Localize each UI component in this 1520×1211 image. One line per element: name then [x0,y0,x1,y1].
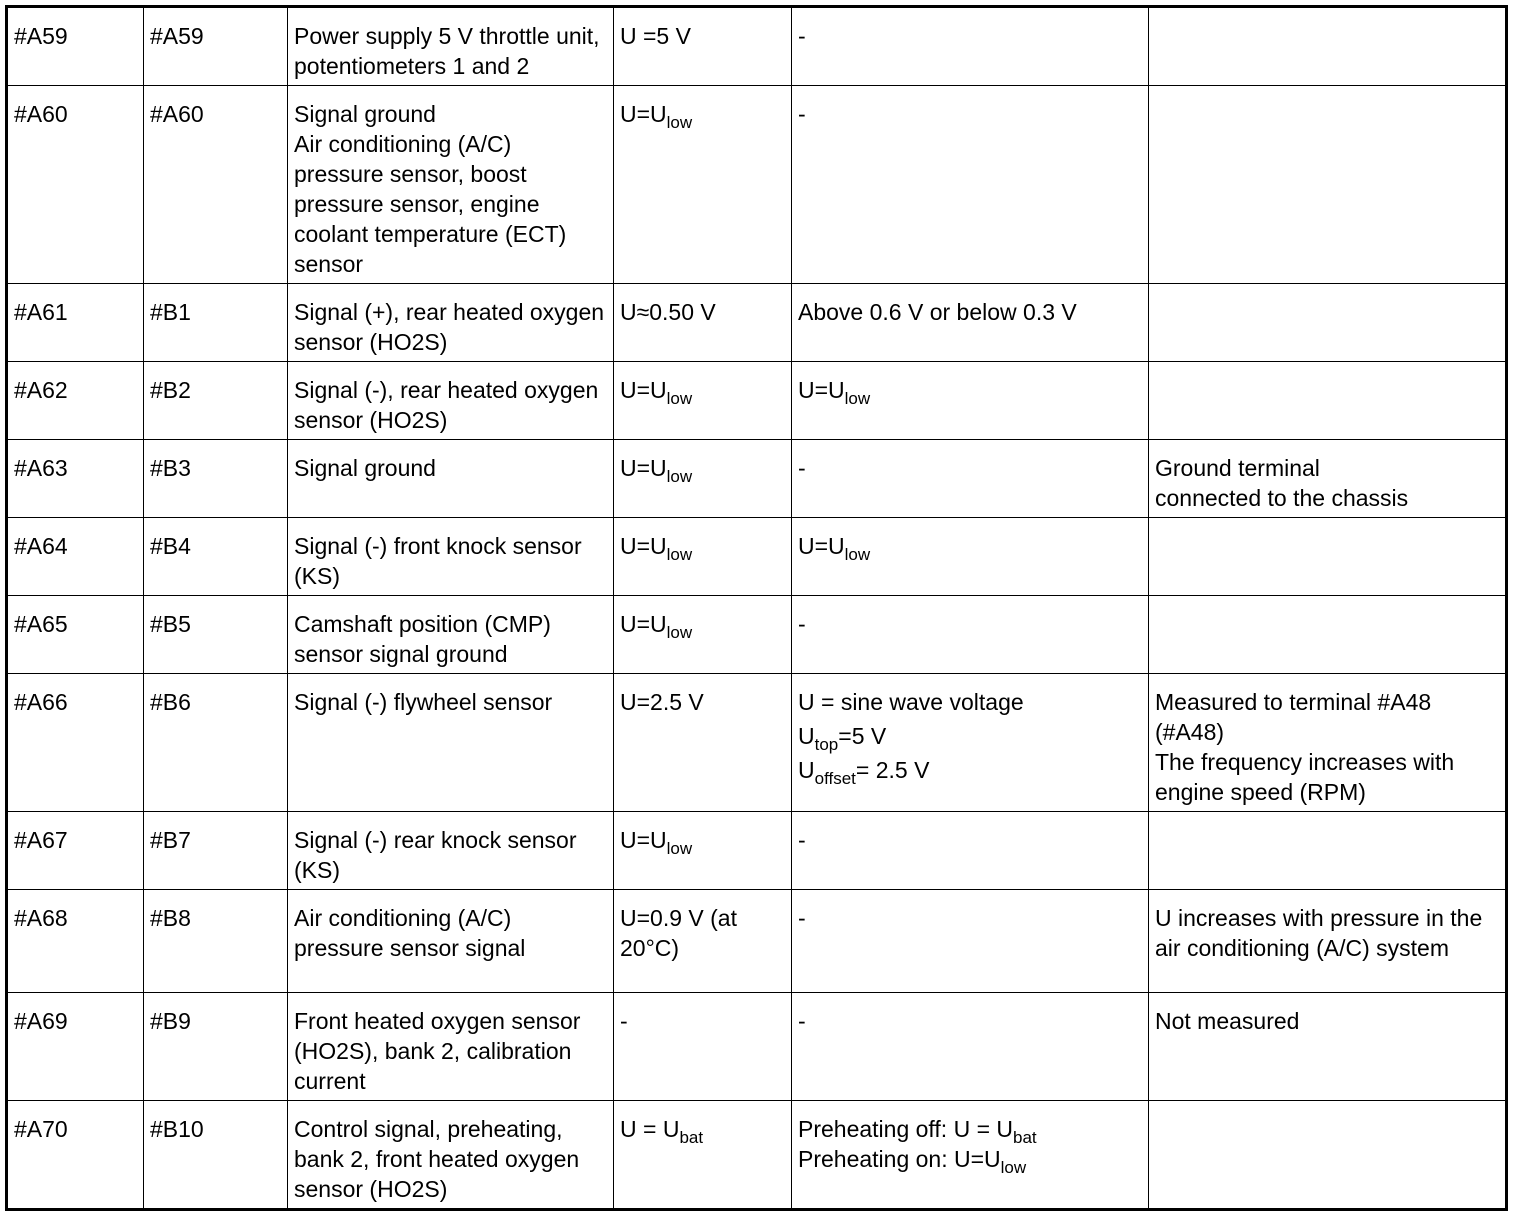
description-cell [288,518,614,596]
value-text: U=U [798,533,845,559]
check-cell [792,7,1149,86]
table-row [7,993,1507,1101]
pin-a-cell: #A61 [7,284,144,362]
subscript-text: low [844,389,871,408]
check-line [798,755,1142,788]
value-text: - [798,1008,806,1034]
table-row [7,890,1507,993]
check-cell [792,518,1149,596]
description-cell [288,362,614,440]
subscript-text: low [666,467,693,486]
subscript-text: top [814,735,839,754]
note-cell [1149,993,1507,1101]
value-text: U≈0.50 V [620,299,716,325]
note-cell-line: The frequency increases with engine speed (RPM) [1155,749,1455,805]
value-text: U=U [620,455,667,481]
check-cell [792,362,1149,440]
subscript-text: offset [814,769,856,788]
check-line [798,1144,1142,1177]
check-line [798,1114,1142,1147]
value-text: Preheating off: U = U [798,1116,1014,1142]
subscript-text: low [666,113,693,132]
description-cell-line: Signal ground [294,455,436,481]
note-cell-line: Measured to terminal #A48 [1155,689,1432,715]
value-cell [614,890,792,993]
pin-b-cell: #B7 [144,812,288,890]
pin-b-cell: #B9 [144,993,288,1101]
description-cell [288,890,614,993]
note-cell [1149,518,1507,596]
table-row [7,518,1507,596]
description-cell-line: Air conditioning (A/C) pressure sensor signal [294,905,526,961]
value-text: U=U [620,101,667,127]
value-cell [614,993,792,1101]
value-cell [614,284,792,362]
description-cell-line: Signal ground [294,101,436,127]
check-line [798,375,1142,408]
table-row [7,7,1507,86]
value-text: U=U [620,377,667,403]
value-cell [614,1101,792,1210]
subscript-text: low [666,839,693,858]
value-text: U=U [620,827,667,853]
pin-a-cell: #A65 [7,596,144,674]
note-cell [1149,7,1507,86]
value-cell [614,812,792,890]
pin-a-cell: #A62 [7,362,144,440]
value-text: U =5 V [620,23,691,49]
check-cell [792,1101,1149,1210]
value-text: U=U [798,377,845,403]
check-line [798,825,1142,855]
note-cell [1149,284,1507,362]
check-cell [792,86,1149,284]
value-cell [614,596,792,674]
description-cell [288,440,614,518]
table-row [7,86,1507,284]
pin-b-cell: #B10 [144,1101,288,1210]
subscript-text: low [844,545,871,564]
check-cell [792,674,1149,812]
description-cell-line: Signal (+), rear heated oxygen sensor (HO2S) [294,299,605,355]
description-cell-line: Signal (-), rear heated oxygen sensor (HO2S) [294,377,599,433]
note-cell [1149,812,1507,890]
subscript-text: low [1000,1158,1027,1177]
pin-a-cell: #A64 [7,518,144,596]
table-row [7,674,1507,812]
subscript-text: low [666,545,693,564]
description-cell-line: Camshaft position (CMP) sensor signal ground [294,611,551,667]
note-cell [1149,596,1507,674]
value-text: - [798,611,806,637]
check-cell [792,890,1149,993]
table-row [7,812,1507,890]
subscript-text: low [666,389,693,408]
value-text: Preheating on: U=U [798,1146,1001,1172]
pin-a-cell: #A68 [7,890,144,993]
note-cell [1149,890,1507,993]
value-text: U=0.9 V (at 20°C) [620,905,737,961]
check-cell [792,440,1149,518]
description-cell-line: Signal (-) flywheel sensor [294,689,553,715]
check-line [798,1006,1142,1036]
check-line [798,903,1142,933]
note-cell [1149,362,1507,440]
pin-a-cell: #A60 [7,86,144,284]
description-cell-line: Signal (-) rear knock sensor (KS) [294,827,577,883]
description-cell-line: Signal (-) front knock sensor (KS) [294,533,582,589]
description-cell [288,1101,614,1210]
pin-a-cell: #A69 [7,993,144,1101]
value-text: U = sine wave voltage [798,689,1024,715]
value-cell [614,362,792,440]
pin-b-cell: #B4 [144,518,288,596]
pin-a-cell: #A59 [7,7,144,86]
pin-b-cell: #B1 [144,284,288,362]
check-cell [792,812,1149,890]
value-text: U=2.5 V [620,689,704,715]
value-text: U [798,757,815,783]
description-cell-line: Power supply 5 V throttle unit, potentiometers 1 and 2 [294,23,600,79]
subscript-text: bat [1013,1128,1037,1147]
pin-b-cell: #B5 [144,596,288,674]
description-cell [288,993,614,1101]
description-cell-line: Air conditioning (A/C) pressure sensor, boost pressure sensor, engine coolant temperature (ECT) sensor [294,131,567,277]
pin-b-cell: #A60 [144,86,288,284]
value-text: U = U [620,1116,680,1142]
check-line [798,687,1142,717]
table-row [7,440,1507,518]
value-text: - [620,1008,628,1034]
value-text: =5 V [838,723,887,749]
subscript-text: low [666,623,693,642]
check-line [798,609,1142,639]
value-text: = 2.5 V [855,757,930,783]
check-line [798,21,1142,51]
note-cell [1149,86,1507,284]
table-row [7,596,1507,674]
value-text: U=U [620,533,667,559]
note-cell [1149,440,1507,518]
value-text: - [798,455,806,481]
check-line [798,297,1142,327]
description-cell [288,284,614,362]
value-text: U [798,723,815,749]
value-cell [614,674,792,812]
check-cell [792,596,1149,674]
check-line [798,99,1142,129]
pin-b-cell: #A59 [144,7,288,86]
subscript-text: bat [679,1128,704,1147]
value-text: - [798,23,806,49]
check-line [798,453,1142,483]
pin-b-cell: #B2 [144,362,288,440]
table-row [7,1101,1507,1210]
pin-table [5,5,1508,1211]
description-cell-line: Control signal, preheating, bank 2, front heated oxygen sensor (HO2S) [294,1116,580,1202]
description-cell [288,674,614,812]
table-row [7,362,1507,440]
note-cell-line: Not measured [1155,1008,1300,1034]
value-cell [614,86,792,284]
note-cell [1149,674,1507,812]
description-cell [288,596,614,674]
pin-a-cell: #A63 [7,440,144,518]
note-cell [1149,1101,1507,1210]
pin-b-cell: #B6 [144,674,288,812]
value-text: Above 0.6 V or below 0.3 V [798,299,1077,325]
note-cell-line: connected to the chassis [1155,485,1409,511]
description-cell [288,86,614,284]
value-cell [614,518,792,596]
table-row [7,284,1507,362]
note-cell-line: (#A48) [1155,719,1225,745]
pin-a-cell: #A70 [7,1101,144,1210]
check-line [798,721,1142,754]
value-cell [614,440,792,518]
description-cell-line: Front heated oxygen sensor (HO2S), bank 2, calibration current [294,1008,581,1094]
value-text: - [798,827,806,853]
pin-b-cell: #B3 [144,440,288,518]
pin-b-cell: #B8 [144,890,288,993]
value-text: U=U [620,611,667,637]
check-line [798,531,1142,564]
value-text: - [798,101,806,127]
note-cell-line: Ground terminal [1155,455,1320,481]
description-cell [288,7,614,86]
value-cell [614,7,792,86]
description-cell [288,812,614,890]
pin-table-body [7,7,1507,1210]
check-cell [792,993,1149,1101]
note-cell-line: U increases with pressure in the air conditioning (A/C) system [1155,905,1483,961]
pin-a-cell: #A66 [7,674,144,812]
check-cell [792,284,1149,362]
pin-a-cell: #A67 [7,812,144,890]
value-text: - [798,905,806,931]
